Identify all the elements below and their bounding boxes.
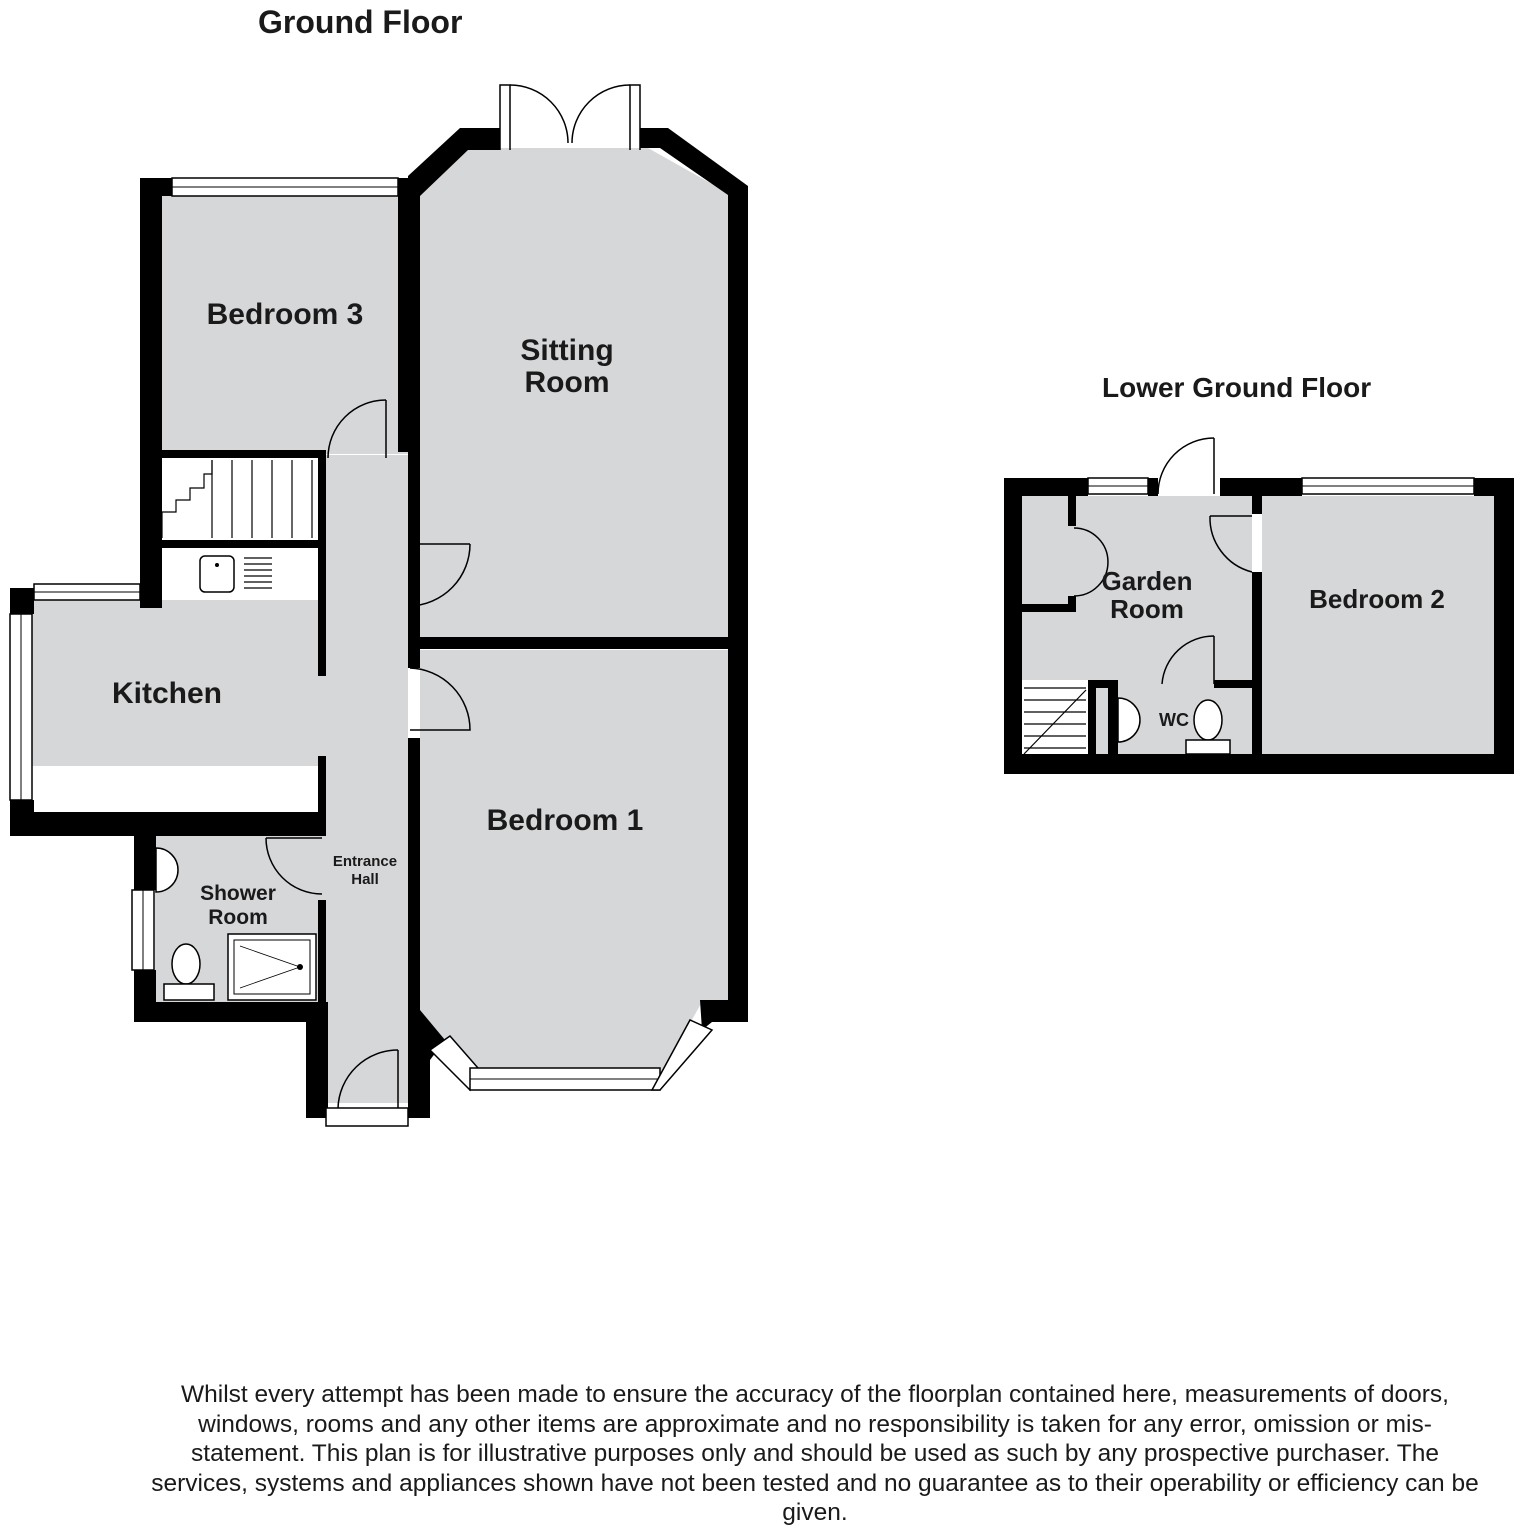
lower-ground-floor-plan <box>1004 438 1514 774</box>
disclaimer-text: Whilst every attempt has been made to ensure the accuracy of the floorplan contained here, measurements of doors, windows, rooms and any other items are approximate and no responsibility is taken for any error, omission or mis-statement. This plan is for illustrative purposes only and should be used as such by any prospective purchaser. The services, systems and appliances shown have not been tested and no guarantee as to their operability or efficiency can be given. <box>151 1381 1479 1526</box>
bedroom-2-label: Bedroom 2 <box>1309 584 1445 614</box>
bedroom-3-label: Bedroom 3 <box>206 298 364 331</box>
kitchen-units <box>33 768 320 810</box>
kitchen-label: Kitchen <box>111 677 223 710</box>
kitchen-counter <box>162 548 318 600</box>
bedroom-1-floor <box>420 650 728 1090</box>
shower-room-label-line2: Room <box>208 906 268 929</box>
lower-ground-floor-title: Lower Ground Floor <box>1102 372 1372 403</box>
garden-room-label-line1: Garden <box>1101 566 1193 596</box>
wc-label: WC <box>1159 710 1189 730</box>
stairs-area <box>162 458 322 540</box>
shower-tray-icon <box>228 934 316 1000</box>
lower-stairs-area <box>1022 680 1088 754</box>
sitting-room-label-line1: Sitting <box>520 334 614 367</box>
entrance-hall-label-line2: Hall <box>351 871 379 888</box>
sitting-room-label-line2: Room <box>524 366 610 399</box>
entrance-hall-floor <box>322 455 408 1103</box>
ground-floor-title: Ground Floor <box>258 4 463 40</box>
entrance-hall-label-line1: Entrance <box>332 853 398 870</box>
bedroom-2-floor <box>1262 496 1494 754</box>
ground-floor-plan <box>10 85 748 1126</box>
bedroom-1-label: Bedroom 1 <box>486 804 644 837</box>
shower-room-label-line1: Shower <box>200 882 276 905</box>
garden-room-label-line2: Room <box>1110 594 1184 624</box>
